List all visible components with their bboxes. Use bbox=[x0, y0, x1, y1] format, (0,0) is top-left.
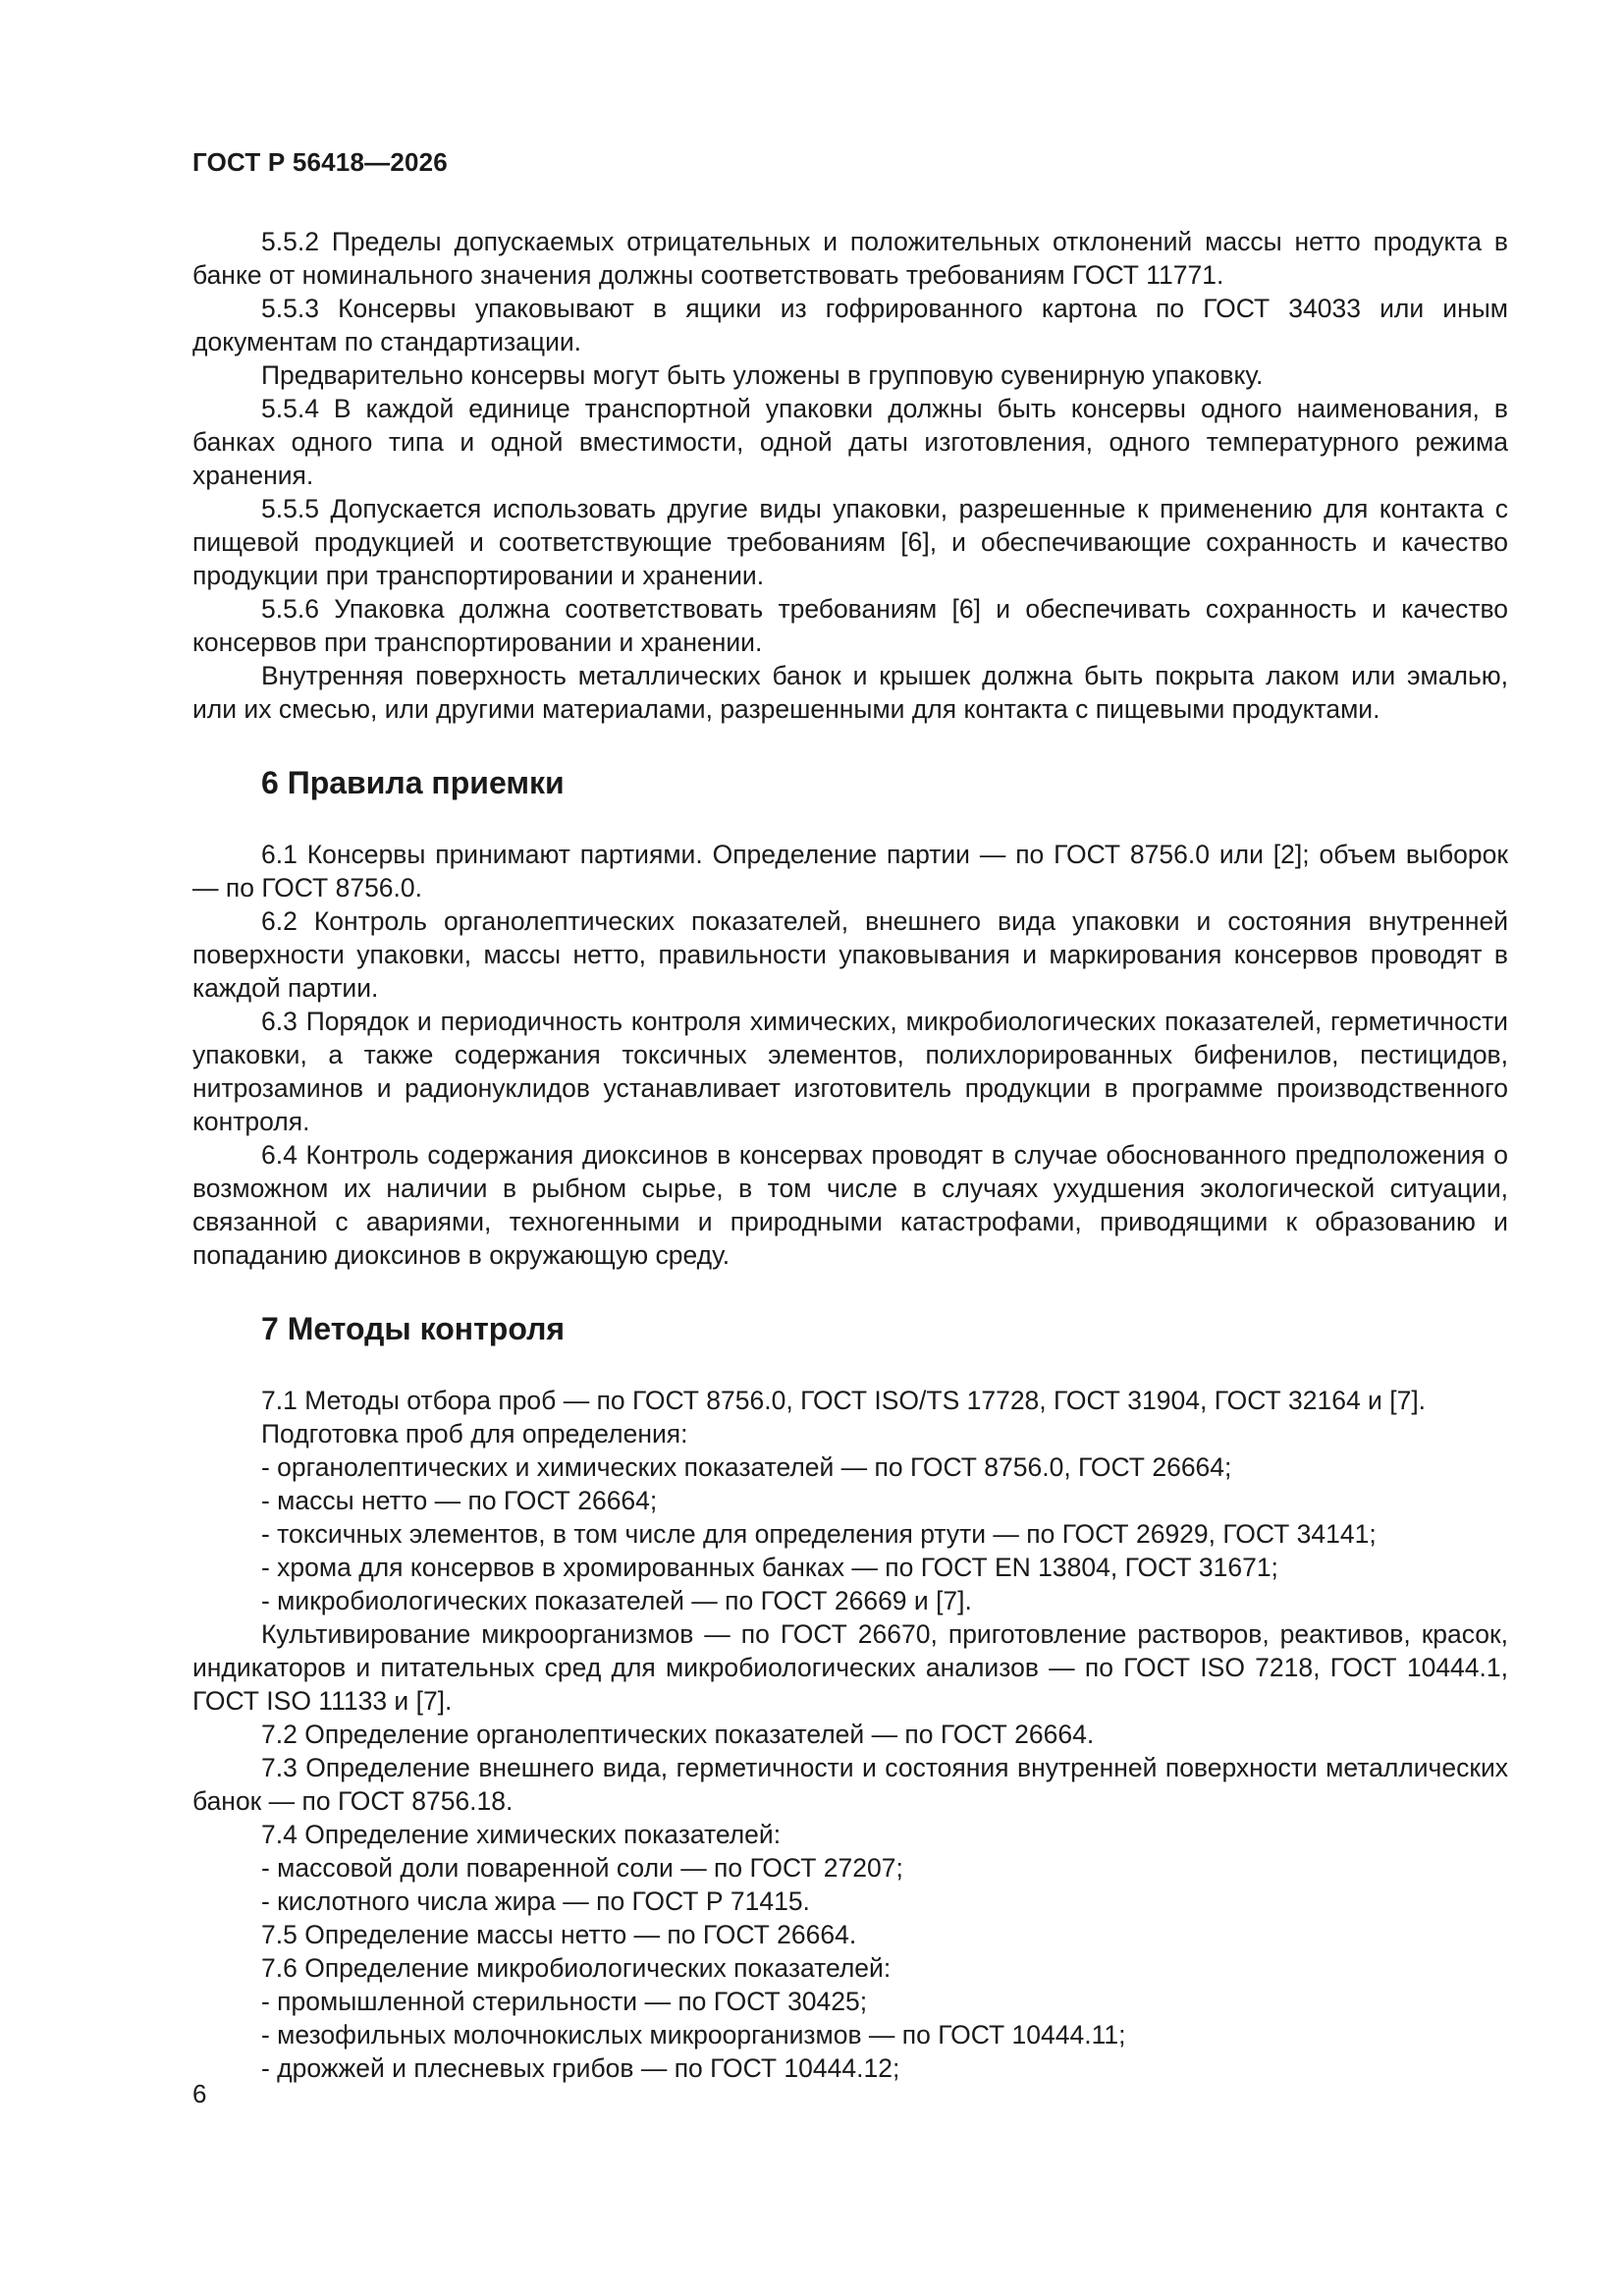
paragraph-7-4: 7.4 Определение химических показателей: bbox=[261, 1820, 782, 1849]
section-7-heading: 7 Методы контроля bbox=[261, 1311, 566, 1346]
list-item: - хрома для консервов в хромированных банках — по ГОСТ EN 13804, ГОСТ 31671; bbox=[261, 1553, 1278, 1582]
paragraph-7-2: 7.2 Определение органолептических показателей — по ГОСТ 26664. bbox=[261, 1720, 1095, 1749]
paragraph-5-5-3-note: Предварительно консервы могут быть уложены в групповую сувенирную упаковку. bbox=[261, 360, 1264, 390]
paragraph-5-5-5: 5.5.5 Допускается использовать другие виды упаковки, разрешенные к применению для контакта с пищевой продукцией и соответствующие требованиям [6], и обеспечивающие сохранность и качество продукции при транспортировании и хранении. bbox=[192, 494, 1508, 590]
list-item: - токсичных элементов, в том числе для определения ртути — по ГОСТ 26929, ГОСТ 34141; bbox=[261, 1519, 1377, 1549]
paragraph-6-4: 6.4 Контроль содержания диоксинов в консервах проводят в случае обоснованного предположения о возможном их наличии в рыбном сырье, в том числе в случаях ухудшения экологической ситуации, связанной с авариями, техногенными и природными катастрофами, приводящими к образованию и попаданию диоксинов в окружающую среду. bbox=[192, 1140, 1508, 1270]
paragraph-7-5: 7.5 Определение массы нетто — по ГОСТ 26664. bbox=[261, 1920, 857, 1949]
paragraph-5-5-3: 5.5.3 Консервы упаковывают в ящики из гофрированного картона по ГОСТ 34033 или иным документам по стандартизации. bbox=[192, 294, 1508, 356]
list-item: - органолептических и химических показателей — по ГОСТ 8756.0, ГОСТ 26664; bbox=[261, 1452, 1232, 1482]
page-number: 6 bbox=[192, 2079, 207, 2108]
paragraph-7-1-intro: Подготовка проб для определения: bbox=[261, 1419, 688, 1449]
paragraph-7-1-cultivation: Культивирование микроорганизмов — по ГОСТ 26670, приготовление растворов, реактивов, красок, индикаторов и питательных сред для микробиологических анализов — по ГОСТ ISO 7218, ГОСТ 10444.1, ГОСТ ISO 11133 и [7]. bbox=[192, 1619, 1508, 1716]
document-code-header: ГОСТ Р 56418—2026 bbox=[192, 147, 448, 177]
list-item: - дрожжей и плесневых грибов — по ГОСТ 10444.12; bbox=[261, 2053, 900, 2083]
paragraph-7-3: 7.3 Определение внешнего вида, герметичности и состояния внутренней поверхности металлических банок — по ГОСТ 8756.18. bbox=[192, 1753, 1508, 1816]
paragraph-5-5-4: 5.5.4 В каждой единице транспортной упаковки должны быть консервы одного наименования, в банках одного типа и одной вместимости, одной даты изготовления, одного температурного режима хранения. bbox=[192, 394, 1508, 490]
paragraph-6-1: 6.1 Консервы принимают партиями. Определение партии — по ГОСТ 8756.0 или [2]; объем выборок — по ГОСТ 8756.0. bbox=[192, 840, 1508, 902]
section-6-heading: 6 Правила приемки bbox=[261, 765, 565, 800]
list-item: - массовой доли поваренной соли — по ГОСТ 27207; bbox=[261, 1853, 903, 1883]
paragraph-7-6: 7.6 Определение микробиологических показателей: bbox=[261, 1953, 892, 1983]
paragraph-6-2: 6.2 Контроль органолептических показателей, внешнего вида упаковки и состояния внутренней поверхности упаковки, массы нетто, правильности упаковывания и маркирования консервов проводят в каждой партии. bbox=[192, 906, 1508, 1003]
paragraph-7-1: 7.1 Методы отбора проб — по ГОСТ 8756.0, ГОСТ ISO/TS 17728, ГОСТ 31904, ГОСТ 32164 и [7]. bbox=[261, 1386, 1427, 1415]
list-item: - кислотного числа жира — по ГОСТ Р 71415. bbox=[261, 1886, 810, 1916]
paragraph-5-5-6-note: Внутренняя поверхность металлических банок и крышек должна быть покрыта лаком или эмалью, или их смесью, или другими материалами, разрешенными для контакта с пищевыми продуктами. bbox=[192, 661, 1508, 724]
paragraph-5-5-2: 5.5.2 Пределы допускаемых отрицательных и положительных отклонений массы нетто продукта в банке от номинального значения должны соответствовать требованиям ГОСТ 11771. bbox=[192, 227, 1508, 290]
paragraph-6-3: 6.3 Порядок и периодичность контроля химических, микробиологических показателей, герметичности упаковки, а также содержания токсичных элементов, полихлорированных бифенилов, пестицидов, нитрозаминов и радионуклидов устанавливает изготовитель продукции в программе производственного контроля. bbox=[192, 1007, 1508, 1136]
document-body bbox=[192, 225, 1508, 2085]
list-item: - массы нетто — по ГОСТ 26664; bbox=[261, 1486, 658, 1515]
paragraph-5-5-6: 5.5.6 Упаковка должна соответствовать требованиям [6] и обеспечивать сохранность и качество консервов при транспортировании и хранении. bbox=[192, 594, 1508, 657]
list-item: - мезофильных молочнокислых микроорганизмов — по ГОСТ 10444.11; bbox=[261, 2020, 1126, 2050]
list-item: - промышленной стерильности — по ГОСТ 30425; bbox=[261, 1987, 868, 2016]
list-item: - микробиологических показателей — по ГОСТ 26669 и [7]. bbox=[261, 1586, 972, 1615]
